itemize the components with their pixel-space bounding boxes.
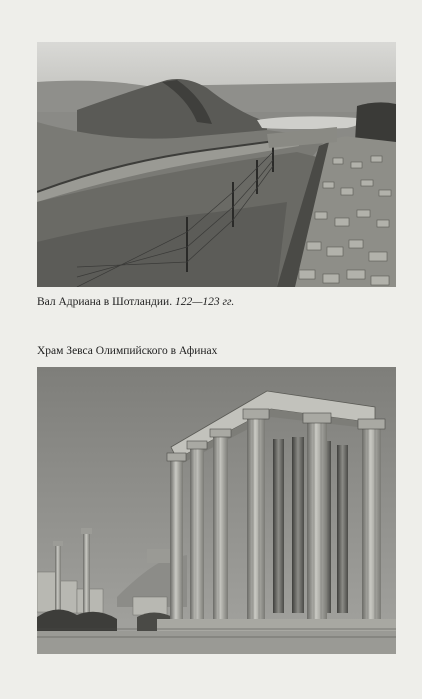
hadrians-wall-caption-years: 122—123 гг. xyxy=(174,296,235,308)
hadrians-wall-caption-text: Вал Адриана в Шотландии. xyxy=(37,296,173,308)
hadrians-wall-caption xyxy=(37,295,396,309)
hadrians-wall-photo xyxy=(37,42,396,287)
zeus-temple-caption xyxy=(37,344,396,358)
hadrians-wall-image xyxy=(37,42,396,287)
zeus-temple-caption-text: Храм Зевса Олимпийского в Афинах xyxy=(37,345,218,357)
zeus-temple-image xyxy=(37,367,396,654)
zeus-temple-photo xyxy=(37,367,396,654)
